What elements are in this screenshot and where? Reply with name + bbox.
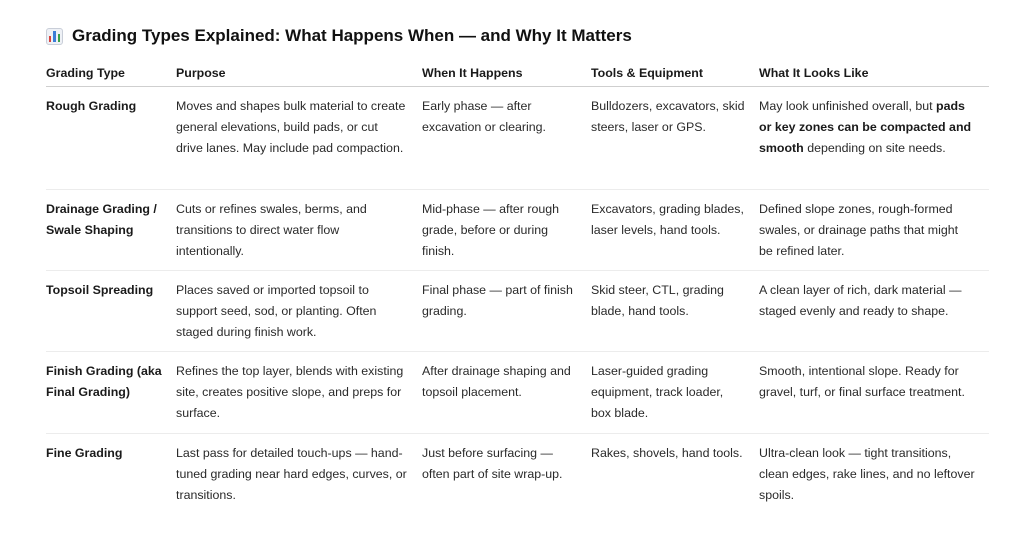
cell-looks: Defined slope zones, rough-formed swales, or drainage paths that might be refined later. [759, 202, 959, 258]
table-row [46, 271, 989, 352]
cell-grading-type: Rough Grading [46, 99, 137, 113]
cell-tools: Skid steer, CTL, grading blade, hand tools. [591, 283, 724, 318]
cell-tools: Laser-guided grading equipment, track loader, box blade. [591, 364, 724, 420]
cell-tools: Rakes, shovels, hand tools. [591, 446, 743, 460]
table-row [46, 434, 989, 514]
looks-text: May look unfinished overall, but [759, 99, 937, 113]
cell-looks: A clean layer of rich, dark material — staged evenly and ready to shape. [759, 283, 962, 318]
cell-when: Just before surfacing — often part of site wrap-up. [422, 446, 563, 481]
cell-purpose: Last pass for detailed touch-ups — hand-tuned grading near hard edges, curves, or transitions. [176, 446, 407, 502]
cell-when: Mid-phase — after rough grade, before or during finish. [422, 202, 560, 258]
cell-tools: Excavators, grading blades, laser levels, hand tools. [591, 202, 744, 237]
cell-grading-type: Topsoil Spreading [46, 283, 154, 297]
cell-when: Final phase — part of finish grading. [422, 283, 573, 318]
header-tools-equipment: Tools & Equipment [591, 60, 759, 87]
cell-looks: Ultra-clean look — tight transitions, clean edges, rake lines, and no leftover spoils. [759, 446, 975, 502]
cell-tools: Bulldozers, excavators, skid steers, laser or GPS. [591, 99, 745, 134]
cell-when: Early phase — after excavation or clearing. [422, 99, 546, 134]
grading-types-table [46, 60, 989, 514]
cell-grading-type: Finish Grading (aka Final Grading) [46, 364, 162, 399]
page-title-text: Grading Types Explained: What Happens When — and Why It Matters [72, 26, 632, 45]
page-title [46, 26, 632, 46]
cell-grading-type: Drainage Grading / Swale Shaping [46, 202, 157, 237]
header-what-it-looks-like: What It Looks Like [759, 60, 989, 87]
cell-looks [759, 87, 989, 158]
cell-purpose: Refines the top layer, blends with existing site, creates positive slope, and preps for surface. [176, 364, 404, 420]
header-when-it-happens: When It Happens [422, 60, 591, 87]
looks-emphasis: pads or key zones can be compacted and smooth [759, 99, 972, 155]
cell-purpose: Cuts or refines swales, berms, and transitions to direct water flow intentionally. [176, 202, 367, 258]
header-grading-type: Grading Type [46, 60, 176, 87]
header-purpose: Purpose [176, 60, 422, 87]
cell-looks: Smooth, intentional slope. Ready for gravel, turf, or final surface treatment. [759, 364, 965, 399]
bar-chart-icon [46, 28, 63, 45]
table-row [46, 352, 989, 434]
cell-grading-type: Fine Grading [46, 446, 123, 460]
looks-text-end: depending on site needs. [803, 140, 946, 155]
cell-when: After drainage shaping and topsoil placement. [422, 364, 571, 399]
cell-purpose: Moves and shapes bulk material to create general elevations, build pads, or cut drive lanes. May include pad compaction. [176, 99, 406, 155]
cell-purpose: Places saved or imported topsoil to support seed, sod, or planting. Often staged during finish work. [176, 283, 377, 339]
table-row [46, 190, 989, 271]
table-row [46, 87, 989, 190]
table-header-row [46, 60, 989, 87]
